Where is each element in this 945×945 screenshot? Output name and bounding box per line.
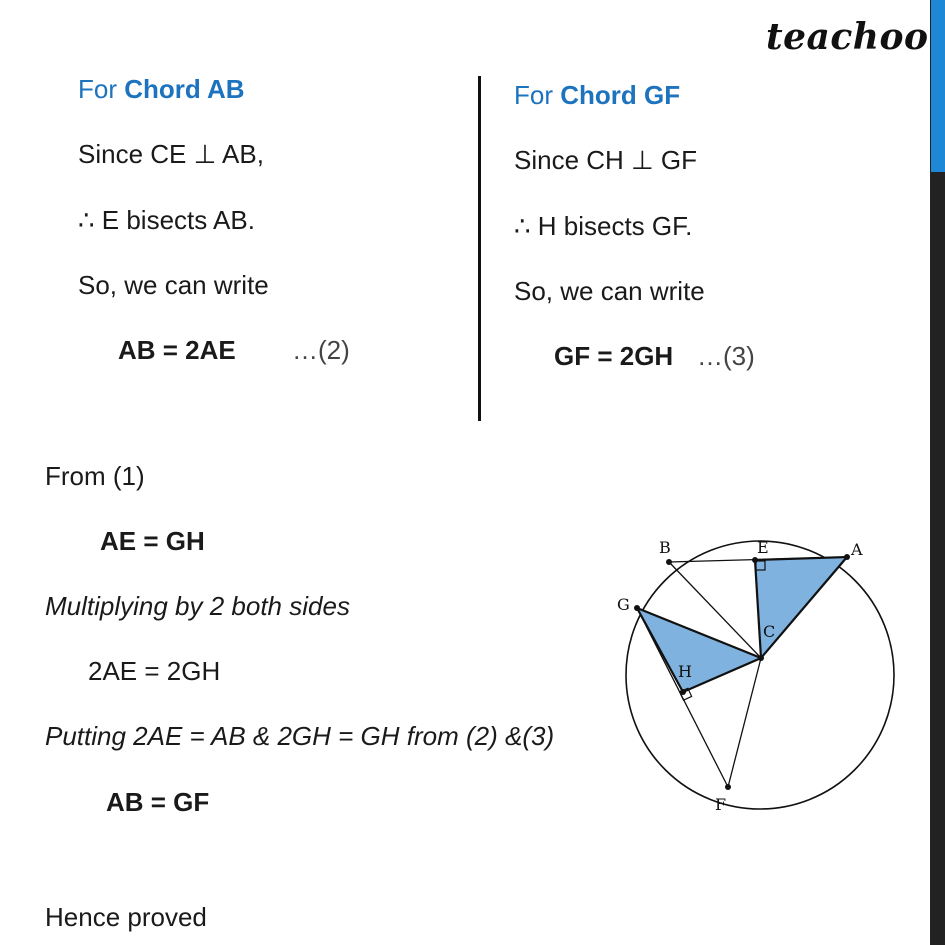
- chord-gf-line3: So, we can write: [514, 276, 705, 306]
- chord-ab-line3: So, we can write: [78, 270, 269, 300]
- chord-gf-line2: ∴ H bisects GF.: [514, 211, 693, 241]
- chord-gf-equation: GF = 2GH: [554, 341, 674, 371]
- heading-prefix: For: [78, 74, 125, 104]
- point-h: [680, 689, 686, 695]
- label-a: A: [851, 540, 863, 559]
- scrollbar-thumb[interactable]: [931, 0, 945, 172]
- triangle-gch: [637, 608, 761, 692]
- label-c: C: [763, 622, 776, 641]
- proof-eq3: AB = GF: [106, 787, 210, 817]
- circle-chords-figure: [600, 520, 910, 820]
- chord-ab-line2: ∴ E bisects AB.: [78, 205, 255, 235]
- point-b: [666, 559, 672, 565]
- point-e: [752, 557, 758, 563]
- segment-cf: [728, 658, 761, 787]
- proof-eq2: 2AE = 2GH: [88, 656, 221, 686]
- chord-ab-equation-ref: …(2): [292, 335, 350, 365]
- proof-eq1: AE = GH: [100, 526, 205, 556]
- proof-step2: Putting 2AE = AB & 2GH = GH from (2) &(3): [45, 721, 555, 751]
- point-f: [725, 784, 731, 790]
- chord-ab-heading: [78, 73, 245, 105]
- chord-gf-line1: Since CH ⊥ GF: [514, 145, 698, 175]
- heading-bold: Chord GF: [560, 80, 681, 110]
- point-g: [634, 605, 640, 611]
- chord-ab-line1: Since CE ⊥ AB,: [78, 139, 264, 169]
- label-b: B: [659, 538, 671, 557]
- label-h: H: [678, 662, 692, 681]
- chord-ab-equation: AB = 2AE: [118, 335, 236, 365]
- proof-conclusion: Hence proved: [45, 902, 207, 932]
- label-g: G: [617, 595, 630, 614]
- point-a: [844, 554, 850, 560]
- teachoo-logo: teachoo: [766, 16, 929, 58]
- proof-from-line: From (1): [45, 461, 145, 491]
- triangle-ace: [755, 557, 847, 658]
- proof-step1: Multiplying by 2 both sides: [45, 591, 350, 621]
- label-f: F: [715, 795, 727, 814]
- heading-prefix: For: [514, 80, 561, 110]
- chord-gf-heading: [514, 79, 680, 111]
- label-e: E: [757, 538, 769, 557]
- point-c: [758, 655, 764, 661]
- heading-bold: Chord AB: [124, 74, 245, 104]
- column-divider: [478, 76, 481, 421]
- chord-gf-equation-ref: …(3): [697, 341, 755, 371]
